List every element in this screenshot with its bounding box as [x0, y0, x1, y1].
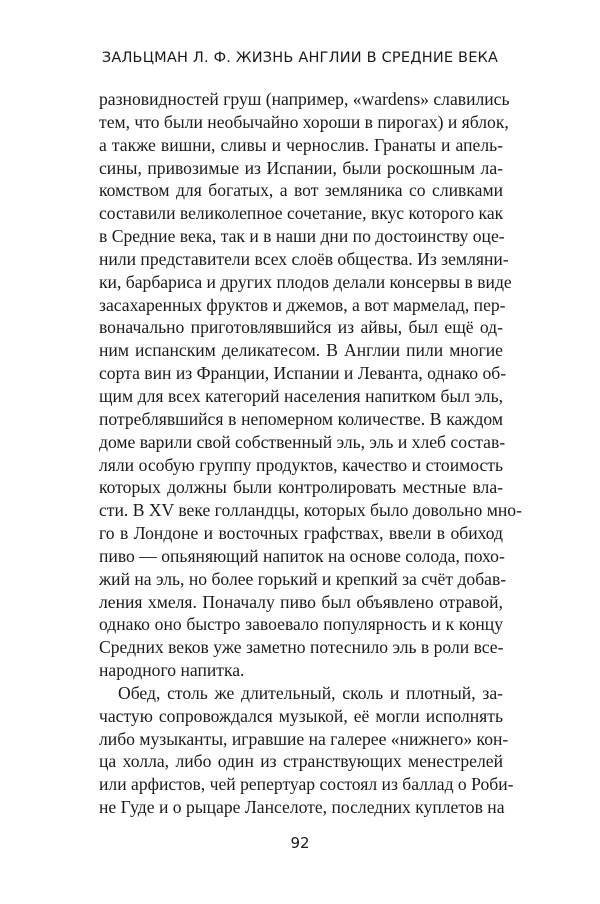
- text-line: воначально приготовлявшийся из айвы, был ещё од-: [99, 317, 503, 338]
- text-line: жий на эль, но более горький и крепкий за счёт добав-: [99, 568, 507, 589]
- text-line: сорта вин из Франции, Испании и Леванта, однако об-: [99, 363, 507, 384]
- text-line: сти. В XV веке голландцы, которых было довольно мно-: [99, 500, 522, 521]
- text-line: в Средние века, так и в наши дни по достоинству оце-: [99, 226, 505, 247]
- text-line: а также вишни, сливы и чернослив. Гранаты и апель-: [99, 134, 503, 155]
- text-line: ним испанским деликатесом. В Англии пили многие: [99, 340, 503, 361]
- text-line: разновидностей груш (например, «wardens» славились: [99, 89, 510, 109]
- text-line: сины, привозимые из Испании, были роскошным ла-: [99, 157, 503, 178]
- text-line: щим для всех категорий населения напитком был эль,: [99, 385, 503, 406]
- text-line: ки, барбариса и других плодов делали консервы в виде: [99, 271, 512, 292]
- text-line: Обед, столь же длительный, сколь и плотный, за-: [118, 682, 503, 703]
- text-line: комством для богатых, а вот земляника со сливками: [99, 180, 503, 201]
- text-line: ления хмеля. Поначалу пиво был объявлено отравой,: [99, 591, 503, 612]
- text-line: доме варили свой собственный эль, эль и хлеб состав-: [99, 431, 506, 452]
- running-header: ЗАЛЬЦМАН Л. Ф. ЖИЗНЬ АНГЛИИ В СРЕДНИЕ ВЕКА: [101, 50, 499, 66]
- text-line: нили представители всех слоёв общества. Из земляни-: [99, 248, 509, 269]
- text-line: ца холла, либо один из странствующих менестрелей: [99, 751, 503, 772]
- text-line: пиво — опьяняющий напиток на основе солода, похо-: [99, 545, 505, 566]
- text-line: которых должны были контролировать местные вла-: [99, 477, 503, 498]
- text-line: либо музыканты, игравшие на галерее «нижнего» кон-: [99, 728, 509, 749]
- text-line: ляли особую группу продуктов, качество и стоимость: [99, 454, 503, 475]
- text-line: частую сопровождался музыкой, её могли исполнять: [99, 705, 503, 726]
- text-line: не Гуде и о рыцаре Ланселоте, последних куплетов на: [99, 797, 505, 818]
- page-number: 92: [290, 834, 310, 852]
- text-line: составили великолепное сочетание, вкус которого как: [99, 203, 504, 224]
- text-line: потреблявшийся в непомерном количестве. В каждом: [99, 408, 503, 429]
- paragraph-1: [99, 88, 522, 682]
- body-text: [99, 88, 522, 819]
- text-line: тем, что были необычайно хороши в пирогах) и яблок,: [99, 111, 509, 132]
- text-line: го в Лондоне и восточных графствах, ввели в обиход: [99, 523, 503, 544]
- text-line: или арфистов, чей репертуар состоял из баллад о Роби-: [99, 774, 514, 795]
- text-line: народного напитка.: [99, 660, 245, 681]
- text-line: Средних веков уже заметно потеснило эль в роли все-: [99, 637, 504, 658]
- text-line: засахаренных фруктов и джемов, а вот мармелад, пер-: [99, 294, 506, 315]
- text-line: однако оно быстро завоевало популярность и к концу: [99, 614, 503, 635]
- paragraph-2: [99, 682, 514, 819]
